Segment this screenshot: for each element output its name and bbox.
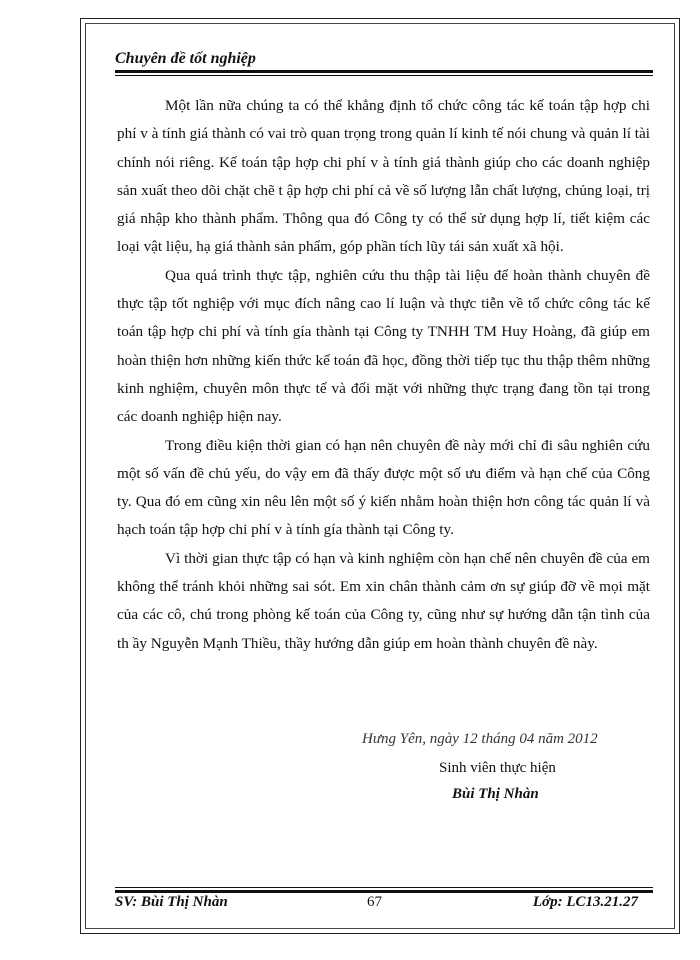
signature-name: Bùi Thị Nhàn: [452, 786, 539, 802]
header-rule-thick: [115, 70, 653, 73]
footer-rule-thin: [115, 887, 653, 888]
footer-rule-thick: [115, 890, 653, 893]
footer-page-number: 67: [367, 894, 382, 910]
footer-student: SV: Bùi Thị Nhàn: [115, 894, 228, 910]
header-title: Chuyên đề tốt nghiệp: [115, 50, 256, 67]
signature-date: Hưng Yên, ngày 12 tháng 04 năm 2012: [362, 731, 598, 747]
paragraph-2: Qua quá trình thực tập, nghiên cứu thu thập tài liệu để hoàn thành chuyên đề thực tập tốt nghiệp với mục đích nâng cao lí luận và thực tiễn về tổ chức công tác kế toán tập hợp chi phí và tính gía thành tại Công ty TNHH TM Huy Hoàng, đã giúp em hoàn thiện hơn những kiến thức kế toán đã học, đồng thời tiếp tục thu thập thêm những kinh nghiệm, chuyên môn thực tế và đối mặt với những thực trạng đang tồn tại trong các doanh nghiệp hiện nay.: [117, 266, 650, 426]
footer-class: Lớp: LC13.21.27: [532, 894, 638, 910]
paragraph-4: Vì thời gian thực tập có hạn và kinh nghiệm còn hạn chế nên chuyên đề của em không thể tránh khỏi những sai sót. Em xin chân thành cảm ơn sự giúp đỡ về mọi mặt của các cô, chú trong phòng kế toán của Công ty, cũng như sự hướng dẫn tận tình của th ầy Nguyễn Mạnh Thiều, thầy hướng dẫn giúp em hoàn thành chuyên đề này.: [117, 549, 650, 652]
body-text: [117, 92, 650, 658]
header-rule-thin: [115, 75, 653, 76]
paragraph-1: Một lần nữa chúng ta có thể khẳng định tổ chức công tác kế toán tập hợp chi phí v à tính giá thành có vai trò quan trọng trong quản lí kinh tế nói chung và quản lí tài chính nói riêng. Kế toán tập hợp chi phí v à tính giá thành giúp cho các doanh nghiệp sản xuất theo dõi chặt chẽ t ập hợp chi phí cả về số lượng lẫn chất lượng, chủng loại, trị giá nhập kho thành phẩm. Thông qua đó Công ty có thể sử dụng hợp lí, tiết kiệm các loại vật liệu, hạ giá thành sản phẩm, góp phần tích lũy tái sản xuất xã hội.: [117, 97, 650, 256]
signature-role: Sinh viên thực hiện: [439, 760, 556, 776]
paragraph-3: Trong điều kiện thời gian có hạn nên chuyên đề này mới chỉ đi sâu nghiên cứu một số vấn đề chủ yếu, do vậy em đã thấy được một số ưu điểm và hạn chế của Công ty. Qua đó em cũng xin nêu lên một số ý kiến nhằm hoàn thiện hơn công tác quản lí và hạch toán tập hợp chi phí v à tính gía thành tại Công ty.: [117, 436, 650, 539]
